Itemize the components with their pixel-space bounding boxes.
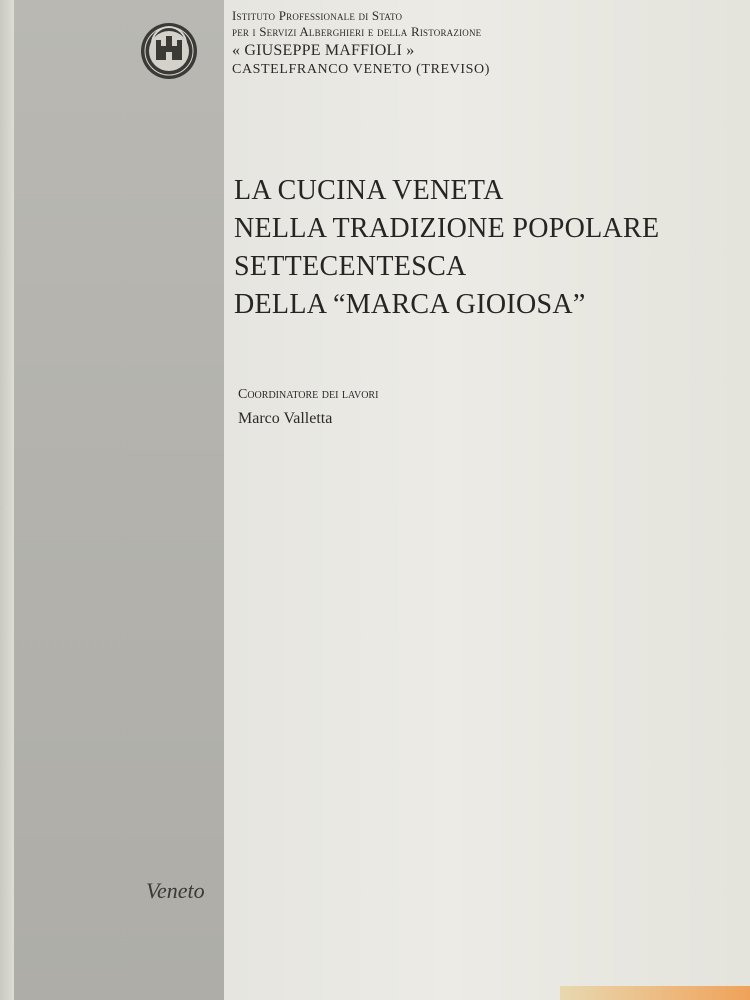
coordinator-name: Marco Valletta	[238, 410, 333, 427]
institute-line-1: Istituto Professionale di Stato	[232, 8, 403, 23]
title-line-1: LA CUCINA VENETA	[234, 175, 504, 206]
coordinator-label: Coordinatore dei lavori	[238, 387, 379, 402]
book-title	[234, 172, 734, 324]
title-line-3: SETTECENTESCA	[234, 251, 467, 282]
title-line-4: DELLA “MARCA GIOIOSA”	[234, 289, 586, 320]
bottom-edge-strip	[560, 986, 750, 1000]
gray-side-band	[14, 0, 224, 1000]
publisher-region: Veneto	[146, 878, 205, 903]
institute-header	[232, 8, 732, 79]
school-name: « GIUSEPPE MAFFIOLI »	[232, 42, 415, 59]
title-line-2: NELLA TRADIZIONE POPOLARE	[234, 213, 660, 244]
institute-line-2: per i Servizi Alberghieri e della Ristorazione	[232, 24, 482, 39]
school-seal-icon	[140, 22, 198, 80]
school-location: CASTELFRANCO VENETO (TREVISO)	[232, 62, 490, 77]
page-edge	[0, 0, 14, 1000]
